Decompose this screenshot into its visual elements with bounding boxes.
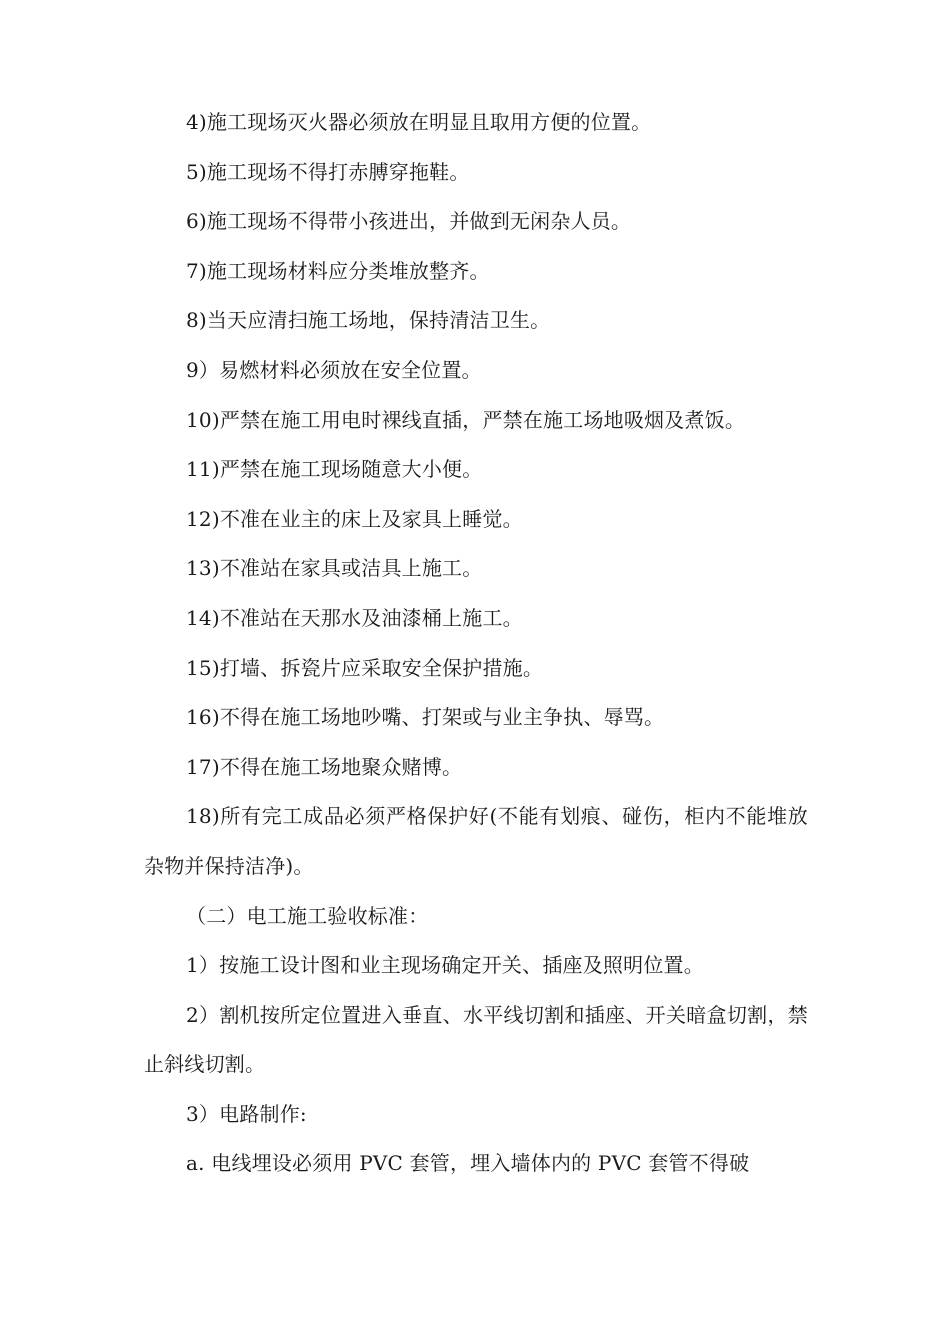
section-heading-electrical-acceptance: （二）电工施工验收标准： [186,903,429,928]
paragraph-electrical-3a: a. 电线埋设必须用 PVC 套管，埋入墙体内的 PVC 套管不得破 [186,1151,750,1176]
paragraph-item-15: 15)打墙、拆瓷片应采取安全保护措施。 [186,655,544,680]
paragraph-electrical-2: 2）割机按所定位置进入垂直、水平线切割和插座、开关暗盒切割，禁止斜线切割。 [144,1002,808,1077]
paragraph-item-18: 18)所有完工成品必须严格保护好(不能有划痕、碰伤，柜内不能堆放杂物并保持洁净)。 [144,804,808,878]
paragraph-item-12: 12)不准在业主的床上及家具上睡觉。 [186,506,523,531]
paragraph-item-13: 13)不准站在家具或洁具上施工。 [186,556,483,581]
paragraph-item-4: 4)施工现场灭火器必须放在明显且取用方便的位置。 [186,110,652,134]
paragraph-item-6: 6)施工现场不得带小孩进出，并做到无闲杂人员。 [186,209,632,234]
paragraph-item-7: 7)施工现场材料应分类堆放整齐。 [186,258,490,283]
document-body [144,98,808,1189]
paragraph-item-16: 16)不得在施工场地吵嘴、打架或与业主争执、辱骂。 [186,705,665,730]
paragraph-item-17: 17)不得在施工场地聚众赌博。 [186,754,463,779]
paragraph-electrical-3: 3）电路制作: [186,1101,307,1126]
paragraph-electrical-1: 1）按施工设计图和业主现场确定开关、插座及照明位置。 [186,953,704,978]
paragraph-item-8: 8)当天应清扫施工场地，保持清洁卫生。 [186,308,551,333]
paragraph-item-11: 11)严禁在施工现场随意大小便。 [186,457,483,482]
paragraph-item-10: 10)严禁在施工用电时裸线直插，严禁在施工场地吸烟及煮饭。 [186,407,746,432]
paragraph-item-14: 14)不准站在天那水及油漆桶上施工。 [186,605,523,630]
paragraph-item-9: 9）易燃材料必须放在安全位置。 [186,357,482,382]
paragraph-item-5: 5)施工现场不得打赤膊穿拖鞋。 [186,159,470,184]
